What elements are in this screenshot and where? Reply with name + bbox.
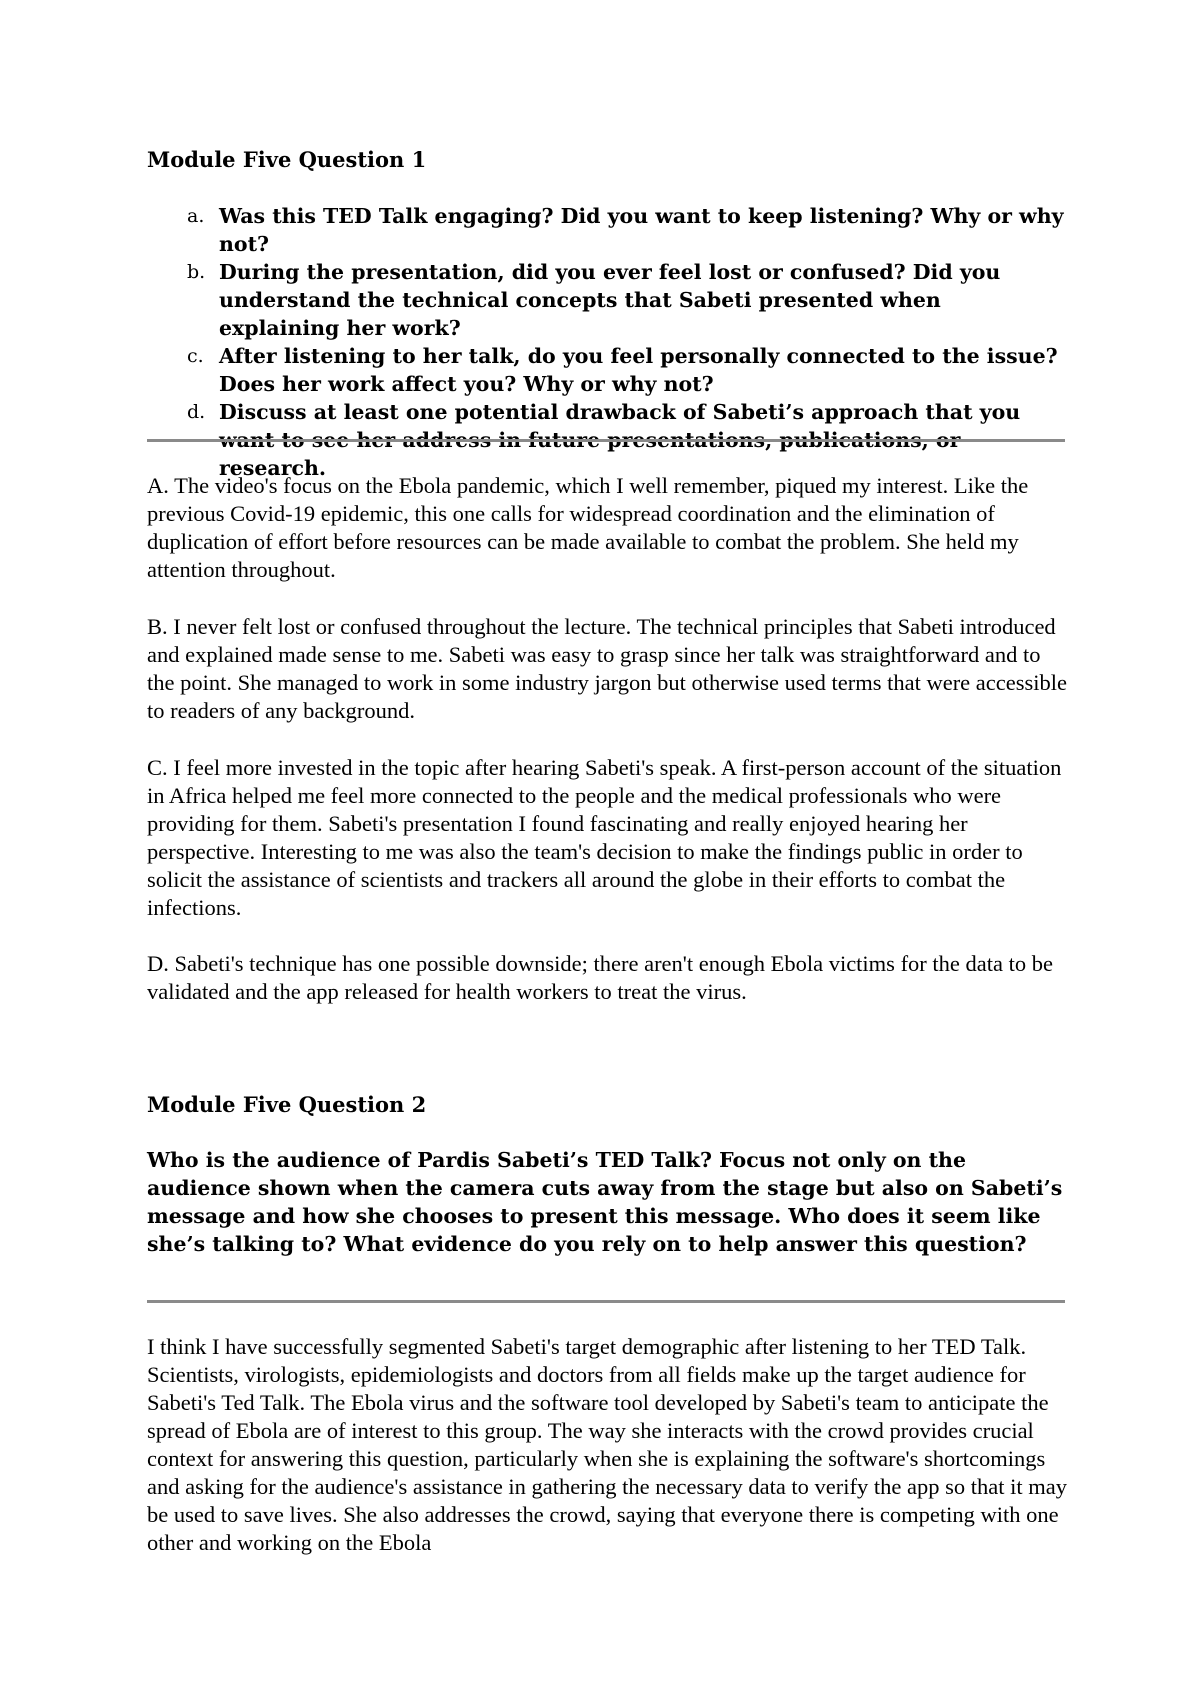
list-marker: d. (187, 401, 206, 423)
list-marker: c. (187, 345, 204, 367)
q1-answer-b: B. I never felt lost or confused throughout the lecture. The technical principles that Sabeti introduced and explained made sense to me. Sabeti was easy to grasp since her talk was straightforward and to the point. She managed to work in some industry jargon but otherwise used terms that were accessible to readers of any background. (147, 614, 1067, 723)
question-text: Discuss at least one potential drawback of Sabeti’s approach that you want to see her address in future presentations, publications, or research. (219, 400, 1021, 480)
question-text: During the presentation, did you ever feel lost or confused? Did you understand the technical concepts that Sabeti presented when explaining her work? (219, 260, 1001, 340)
section-divider (147, 1300, 1065, 1303)
list-marker: b. (187, 261, 206, 283)
q1-answer-c: C. I feel more invested in the topic after hearing Sabeti's speak. A first-person account of the situation in Africa helped me feel more connected to the people and the medical professionals who were providing for them. Sabeti's presentation I found fascinating and really enjoyed hearing her perspective. Interesting to me was also the team's decision to make the findings public in order to solicit the assistance of scientists and trackers all around the globe in their efforts to combat the infections. (147, 755, 1062, 920)
list-item (147, 258, 1067, 342)
q2-answer: I think I have successfully segmented Sabeti's target demographic after listening to her TED Talk. Scientists, virologists, epidemiologists and doctors from all fields make up the target audience for Sabeti's Ted Talk. The Ebola virus and the software tool developed by Sabeti's team to anticipate the spread of Ebola are of interest to this group. The way she interacts with the crowd provides crucial context for answering this question, particularly when she is explaining the software's shortcomings and asking for the audience's assistance in gathering the necessary data to verify the app so that it may be used to save lives. She also addresses the crowd, saying that everyone there is competing with one other and working on the Ebola (147, 1334, 1067, 1555)
q1-answer-a: A. The video's focus on the Ebola pandemic, which I well remember, piqued my interest. Like the previous Covid-19 epidemic, this one calls for widespread coordination and the elimination of duplication of effort before resources can be made available to combat the problem. She held my attention throughout. (147, 473, 1029, 582)
list-marker: a. (187, 205, 205, 227)
q2-prompt: Who is the audience of Pardis Sabeti’s TED Talk? Focus not only on the audience shown when the camera cuts away from the stage but also on Sabeti’s message and how she chooses to present this message. Who does it seem like she’s talking to? What evidence do you rely on to help answer this question? (147, 1148, 1063, 1256)
list-item (147, 202, 1067, 258)
question-text: After listening to her talk, do you feel personally connected to the issue? Does her work affect you? Why or why not? (219, 344, 1058, 396)
q1-answer-d: D. Sabeti's technique has one possible downside; there aren't enough Ebola victims for the data to be validated and the app released for health workers to treat the virus. (147, 951, 1053, 1004)
list-item (147, 342, 1067, 398)
q1-heading: Module Five Question 1 (147, 147, 427, 172)
section-divider (147, 439, 1065, 442)
question-text: Was this TED Talk engaging? Did you want to keep listening? Why or why not? (219, 204, 1064, 256)
q2-heading: Module Five Question 2 (147, 1092, 427, 1117)
